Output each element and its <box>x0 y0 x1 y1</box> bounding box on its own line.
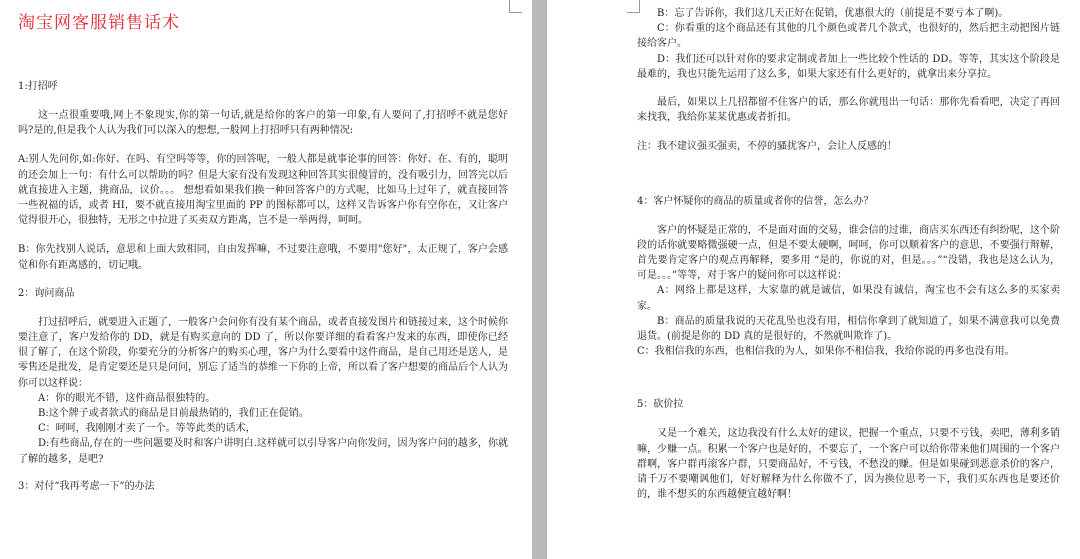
list-item: B：忘了告诉你，我们这几天正好在促销，优惠很大的（前提是不要亏本了啊)。 <box>657 8 1009 19</box>
section-heading-4: 4：客户怀疑你的商品的质量或者你的信誉，怎么办？ <box>637 195 874 207</box>
list-item: D：我们还可以针对你的要求定制或者加上一些比较个性话的 DD。等等，其实这个阶段是最难的，我也只能先运用了这么多，如果大家还有什么更好的，就拿出来分享拉。 <box>637 53 1060 80</box>
spacer <box>637 372 1060 398</box>
paragraph: 最后，如果以上几招都留不住客户的话，那么你就甩出一句话：那你先看看吧，决定了再回来找我，我给你某某优惠或者折扣。 <box>637 97 1060 124</box>
document-page-left <box>0 0 532 559</box>
section-4-body <box>637 223 1060 360</box>
section-heading-3: 3：对付“我再考虑一下”的办法 <box>18 480 155 492</box>
list-item: B:这个牌子或者款式的商品是目前最热销的，我们正在促销。 <box>38 408 309 420</box>
list-item: C：呵呵，我刚刚才卖了一个。等等此类的话术， <box>38 423 256 435</box>
paragraph: B：你先找别人说话，意思和上面大致相同，自由发挥嘛，不过要注意哦，不要用"您好"，太正规了，客户会感觉和你有距离感的，切记哦。 <box>18 244 508 271</box>
list-item: A：网络上都是这样，大家靠的就是诚信，如果没有诚信，淘宝也不会有这么多的买家卖家。 <box>637 285 1060 312</box>
paragraph: A:别人先问你,如:你好、在吗、有空吗等等，你的回答呢，一般人都是就事论事的回答：你好、在、有的，聪明的还会加上一句：有什么可以帮助的吗？但是大家有没有发现这种回答其实很傻冒的，没有吸引力，回答完以后就直接进入主题，挑商品，议价。。。 想想看如果我们换一种回答客户的方式呢，比如马上过年了，就直接回答一些祝福的话，或者 HI，要不就直接用淘宝里面的 PP 的图标都可以，这样又告诉客户你有空你在，又让客户觉得很开心，很独特，无形之中拉进了买卖双方距离，岂不是一举两得，呵呵。 <box>18 154 508 227</box>
paragraph: 打过招呼后，就要进入正题了，一般客户会问你有没有某个商品，或者直接发图片和链接过来，这个时候你要注意了，客户发给你的 DD，就是有购买意向的 DD 了，所以你要详细的看看客户发来的东西，即使你已经很了解了，在这个阶段，你要充分的分析客户的购买心理，客户为什么要看中这件商品，是自己用还是送人，是零售还是批发，是肯定要还是只是问问，别忘了适当的恭维一下你的上帝，所以看了客户想要的商品后个人认为你可以这样说： <box>18 316 508 389</box>
spacer <box>637 169 1060 195</box>
paragraph: 客户的怀疑是正常的，不是面对面的交易，谁会信的过谁，商店买东西还有纠纷呢，这个阶段的话你就要略微强硬一点，但是不要太硬啊，呵呵，你可以顺着客户的意思，不要强行辩解，首先要肯定客户的观点再解释，要多用 “是的，你说的对，但是。。。”“没错，我也是这么认为，可是。。。”等等，对于客户的疑问你可以这样说： <box>637 224 1060 282</box>
list-item: C：我相信我的东西，也相信我的为人，如果你不相信我，我给你说的再多也没有用。 <box>637 346 1015 358</box>
list-item: C：你看重的这个商品还有其他的几个颜色或者几个款式，也很好的，然后把主动把图片链接给客户。 <box>637 23 1060 50</box>
section-heading-1: 1:打招呼 <box>18 81 58 92</box>
note: 注：我不建议强买强卖，不停的骚扰客户，会让人反感的！ <box>637 141 897 153</box>
document-page-right <box>547 0 1080 559</box>
section-heading-5: 5：砍价拉 <box>637 399 684 411</box>
section-2-body <box>18 315 508 467</box>
paragraph: 这一点很重要哦,网上不象现实,你的第一句话,就是给你的客户的第一印象,有人要问了,打招呼不就是您好吗?是的,但是我个人认为我们可以深入的想想,一般网上打招呼只有两种情况: <box>18 110 508 137</box>
paragraph: 又是一个难关，这边我没有什么太好的建议，把握一个重点，只要不亏钱，卖吧，薄利多销嘛，少赚一点。积累一个客户也是好的，不要忘了，一个客户可以给你带来他们周围的一个客户群啊，客户群再滚客户群，只要商品好，不亏钱，不愁没的赚。但是如果碰到恶意杀价的客户，请千万不要嘲讽他们，好好解释为什么你做不了，因为换位思考一下，我们买东西也是要还价的，谁不想买的东西越便宜越好啊！ <box>637 428 1060 501</box>
document-title: 淘宝网客服销售话术 <box>18 13 180 33</box>
list-item: D:有些商品,存在的一些问题要及时和客户讲明白.这样就可以引导客户向你发问，因为客户问的越多，你就了解的越多，是吧? <box>18 438 508 465</box>
list-item: A：你的眼光不错，这件商品很独特的。 <box>38 392 216 404</box>
section-heading-2: 2：询问商品 <box>18 287 75 299</box>
list-item: B：商品的质量我说的天花乱坠也没有用，相信你拿到了就知道了，如果不满意我可以免费退货。(前提是你的 DD 真的是很好的，不然就叫欺诈了)。 <box>637 315 1060 343</box>
page-corner-mark <box>627 0 640 13</box>
page-corner-mark <box>509 0 522 13</box>
section-3-continued <box>637 6 1060 82</box>
